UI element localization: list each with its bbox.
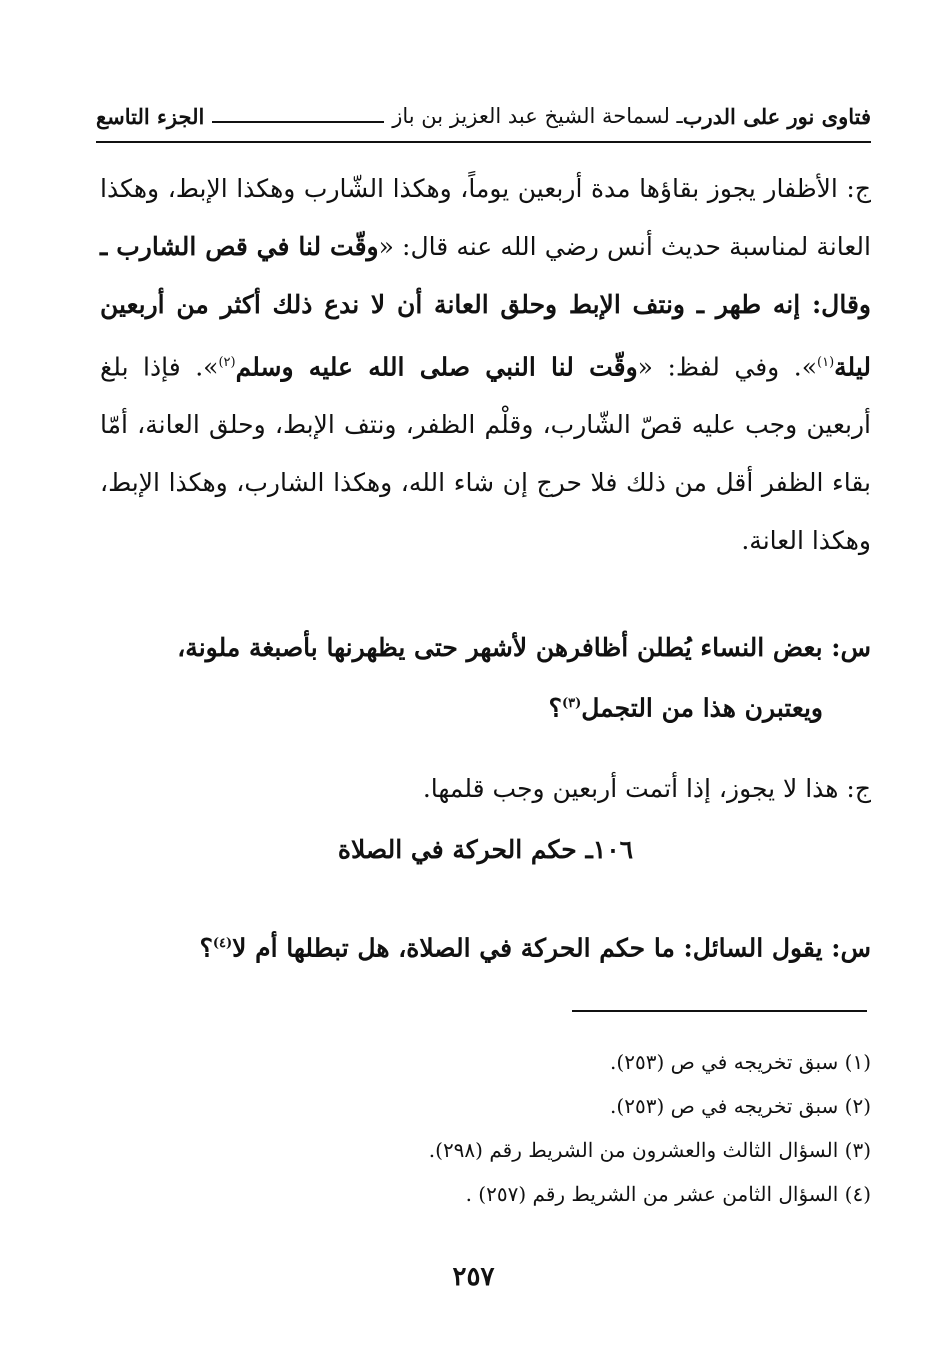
footnote-2: (٢) سبق تخريجه في ص (٢٥٣). (610, 1094, 871, 1118)
header-dash-rule (212, 121, 384, 123)
footnote-ref-1: (١) (817, 355, 835, 370)
header-divider (96, 141, 871, 143)
footnote-3: (٣) السؤال الثالث والعشرون من الشريط رقم (٢٩٨). (428, 1138, 871, 1162)
question1-line2: ويعتبرن هذا من التجمل (581, 693, 823, 723)
page-number: ٢٥٧ (452, 1262, 495, 1292)
question2-text: س: يقول السائل: ما حكم الحركة في الصلاة، هل تبطلها أم لا (232, 933, 871, 963)
author-line: ـ لسماحة الشيخ عبد العزيز بن باز (392, 104, 683, 128)
answer1-text-c: ». فإذا بلغ أربعين وجب عليه قصّ الشّارب، وقلْم الظفر، ونتف الإبط، وحلق العانة، أمّا بقاء الظفر أقل من ذلك فلا حرج إن شاء الله، وهكذا الشارب، وهكذا الإبط، وهكذا العانة. (100, 352, 871, 556)
answer1-text-b: ». وفي لفظ: « (637, 352, 818, 382)
book-title: فتاوى نور على الدرب (682, 103, 871, 129)
question1-mark: ؟ (548, 693, 562, 723)
question2-mark: ؟ (199, 933, 213, 963)
footnote-1: (١) سبق تخريجه في ص (٢٥٣). (610, 1050, 871, 1074)
section-heading: ١٠٦ـ حكم الحركة في الصلاة (337, 835, 634, 864)
question-paragraph-2 (100, 915, 871, 977)
question-paragraph-1 (100, 620, 871, 736)
footnotes-list (96, 1040, 871, 1216)
footnote-4: (٤) السؤال الثامن عشر من الشريط رقم (٢٥٧) . (465, 1182, 871, 1206)
answer1-text-a: ج: الأظفار يجوز بقاؤها مدة أربعين يوماً، وهكذا الشّارب وهكذا الإبط، وهكذا العانة لمناسبة حديث أنس رضي الله عنه قال: « (100, 174, 871, 261)
footnote-ref-2: (٢) (218, 355, 236, 370)
answer-paragraph-1 (100, 160, 871, 570)
running-header (96, 96, 871, 136)
question1-line2-wrap (100, 676, 871, 736)
footnote-ref-3: (٣) (561, 696, 582, 711)
footnote-divider (572, 1010, 867, 1012)
hadith-quote-2: وقّت لنا النبي صلى الله عليه وسلم (235, 352, 638, 382)
question1-line1: س: بعض النساء يُطلن أظافرهن لأشهر حتى يظهرنها بأصبغة ملونة، (177, 633, 871, 662)
answer2-text: ج: هذا لا يجوز، إذا أتمت أربعين وجب قلمها. (422, 774, 871, 803)
hadith-quote-1: وقّت لنا في قص الشارب ـ وقال: إنه طهر ـ ونتف الإبط وحلق العانة أن لا ندع ذلك أكثر من أربعين ليلة (100, 232, 871, 382)
volume-label: الجزء التاسع (96, 103, 205, 129)
footnote-ref-4: (٤) (212, 936, 233, 951)
answer-paragraph-2 (100, 760, 871, 818)
